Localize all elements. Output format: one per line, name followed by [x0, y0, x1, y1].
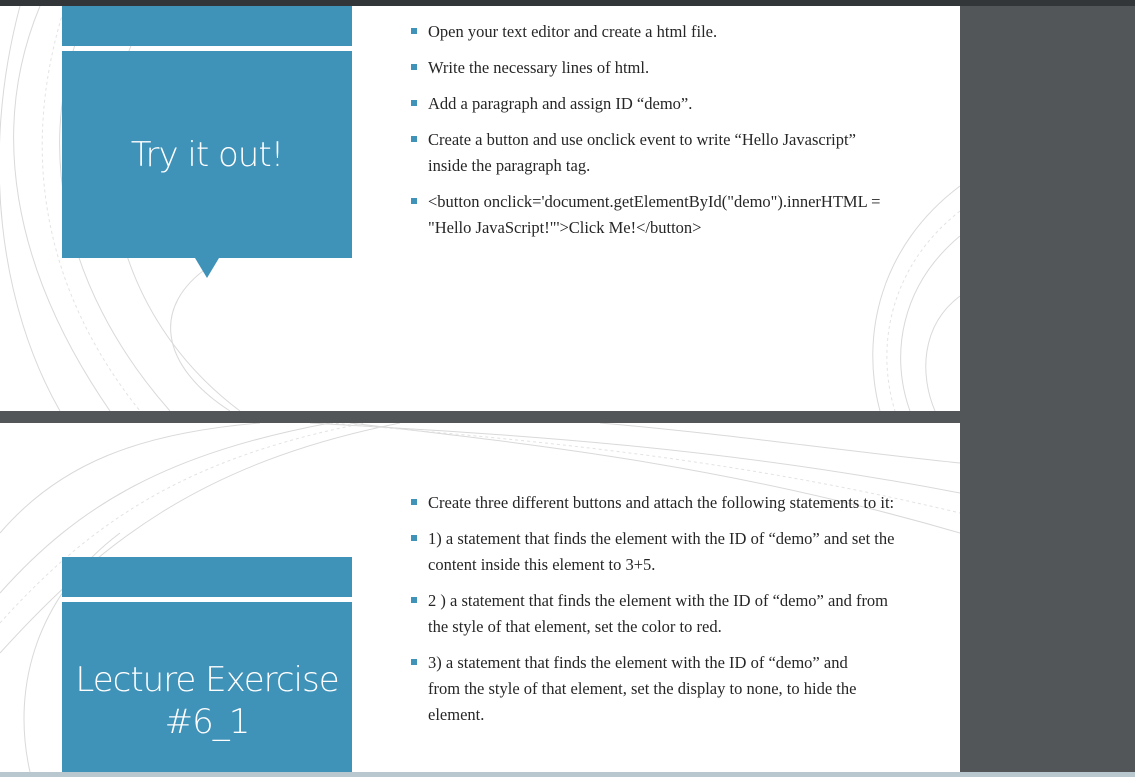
viewer-bottom-strip: [0, 772, 1135, 777]
bullet-list: [410, 490, 910, 738]
title-accent-bar: [62, 557, 352, 597]
bullet-item: 3) a statement that finds the element with the ID of “demo” and from the style of that element, set the display to none, to hide the element.: [410, 650, 878, 728]
bullet-item: 1) a statement that finds the element with the ID of “demo” and set the content inside this element to 3+5.: [410, 526, 898, 578]
title-accent-bar: [62, 6, 352, 46]
bullet-list: [410, 19, 920, 251]
slide-title: Try it out!: [130, 134, 284, 175]
title-box: [62, 51, 352, 258]
slide-title-line-2: #6_1: [164, 702, 250, 742]
bullet-item: 2 ) a statement that finds the element with the ID of “demo” and from the style of that element, set the color to red.: [410, 588, 903, 640]
bullet-item: Create three different buttons and attach the following statements to it:: [410, 490, 898, 516]
bullet-item: <button onclick='document.getElementById("demo").innerHTML = "Hello JavaScript!"'>Click Me!</button>: [410, 189, 923, 241]
callout-pointer: [195, 258, 219, 278]
slide-try-it-out: [0, 6, 960, 411]
bullet-item: Add a paragraph and assign ID “demo”.: [410, 91, 920, 117]
bullet-item: Create a button and use onclick event to write “Hello Javascript” inside the paragraph tag.: [410, 127, 888, 179]
slide-title-line-1: Lecture Exercise: [75, 660, 339, 700]
title-box: [62, 602, 352, 772]
bullet-item: Write the necessary lines of html.: [410, 55, 920, 81]
slide-lecture-exercise: [0, 423, 960, 772]
bullet-item: Open your text editor and create a html file.: [410, 19, 920, 45]
